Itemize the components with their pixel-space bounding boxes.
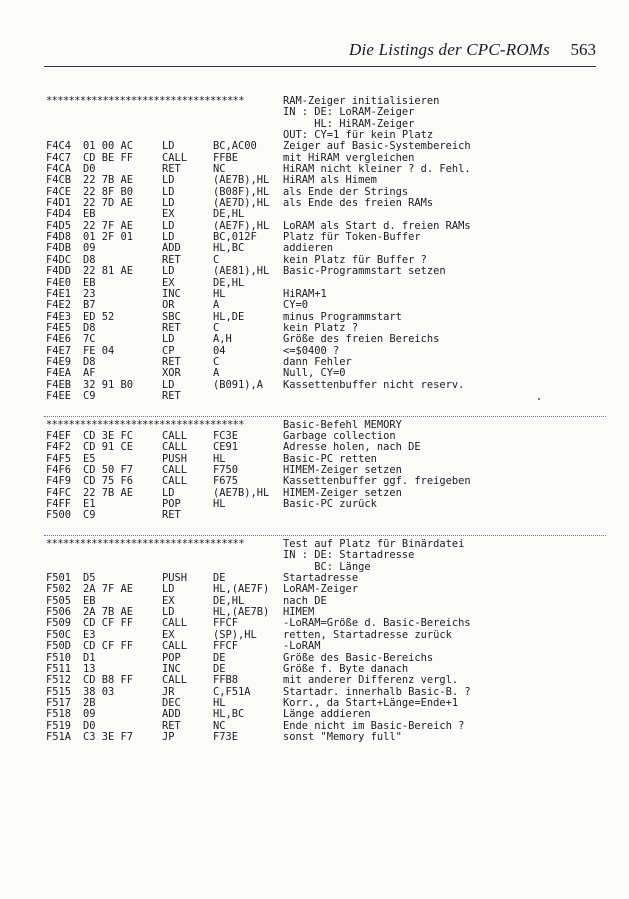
asterisk-rule: *********************************** <box>46 418 244 431</box>
operands: HL,(AE7B) <box>213 606 270 619</box>
line-comment: LoRAM als Start d. freien RAMs <box>283 219 471 232</box>
operands: DE,HL <box>213 276 245 289</box>
opcode-bytes: 2A 7B AE <box>83 606 134 619</box>
opcode-bytes: AF <box>83 367 96 380</box>
line-comment: dann Fehler <box>283 355 352 368</box>
operands: CE91 <box>213 441 239 454</box>
line-comment: Basic-PC zurück <box>283 498 377 511</box>
mnemonic: PUSH <box>162 572 188 585</box>
operands: (B091),A <box>213 378 264 391</box>
address: F4E5 <box>46 321 72 334</box>
mnemonic: POP <box>162 498 181 511</box>
opcode-bytes: ED 52 <box>83 310 115 323</box>
mnemonic: EX <box>162 276 175 289</box>
mnemonic: LD <box>162 378 175 391</box>
code-line <box>46 732 606 743</box>
mnemonic: RET <box>162 163 181 176</box>
mnemonic: LD <box>162 333 175 346</box>
operands: F675 <box>213 475 239 488</box>
mnemonic: CALL <box>162 429 188 442</box>
address: F4D1 <box>46 197 72 210</box>
operands: BC,AC00 <box>213 140 257 153</box>
asterisk-rule: *********************************** <box>46 538 244 551</box>
mnemonic: PUSH <box>162 452 188 465</box>
line-comment: Basic-PC retten <box>283 452 377 465</box>
mnemonic: LD <box>162 197 175 210</box>
opcode-bytes: CD 91 CE <box>83 441 134 454</box>
line-comment: Startadr. innerhalb Basic-B. ? <box>283 685 471 698</box>
opcode-bytes: CD CF FF <box>83 640 134 653</box>
line-comment: Korr., da Start+Länge=Ende+1 <box>283 696 459 709</box>
line-comment: retten, Startadresse zurück <box>283 628 452 641</box>
line-comment: addieren <box>283 242 334 255</box>
operands: A,H <box>213 333 232 346</box>
opcode-bytes: 22 7D AE <box>83 197 134 210</box>
line-comment: mit HiRAM vergleichen <box>283 151 415 164</box>
opcode-bytes: B7 <box>83 299 96 312</box>
address: F4C7 <box>46 151 72 164</box>
line-comment: Null, CY=0 <box>283 367 346 380</box>
address: F4E9 <box>46 355 72 368</box>
operands: F73E <box>213 730 239 743</box>
operands: (AE7B),HL <box>213 486 270 499</box>
line-comment: Größe f. Byte danach <box>283 662 409 675</box>
block-title: RAM-Zeiger initialisieren <box>283 95 440 107</box>
address: F4CA <box>46 163 72 176</box>
operands: FC3E <box>213 429 239 442</box>
line-comment: Zeiger auf Basic-Systembereich <box>283 140 471 153</box>
line-comment: Basic-Programmstart setzen <box>283 265 446 278</box>
address: F517 <box>46 696 72 709</box>
opcode-bytes: D0 <box>83 719 96 732</box>
code-line <box>46 641 606 652</box>
mnemonic: LD <box>162 231 175 244</box>
operands: HL,BC <box>213 708 245 721</box>
opcode-bytes: 22 7F AE <box>83 219 134 232</box>
line-comment: Platz für Token-Buffer <box>283 231 421 244</box>
mnemonic: CALL <box>162 151 188 164</box>
mnemonic: CALL <box>162 640 188 653</box>
address: F4F5 <box>46 452 72 465</box>
code-line <box>46 391 606 402</box>
operands: F750 <box>213 464 239 476</box>
opcode-bytes: CD 50 F7 <box>83 464 134 476</box>
opcode-bytes: 7C <box>83 333 96 346</box>
address: F4E1 <box>46 287 72 300</box>
mnemonic: SBC <box>162 310 181 323</box>
mnemonic: LD <box>162 265 175 278</box>
block-title: Basic-Befehl MEMORY <box>283 418 402 431</box>
line-comment: <=$0400 ? <box>283 344 340 357</box>
code-line <box>46 442 606 453</box>
opcode-bytes: CD B8 FF <box>83 674 134 687</box>
opcode-bytes: D1 <box>83 651 96 664</box>
operands: C <box>213 321 220 334</box>
mnemonic: OR <box>162 299 175 312</box>
block-note: OUT: CY=1 für kein Platz <box>283 129 434 142</box>
address: F4DD <box>46 265 72 278</box>
line-comment: HIMEM-Zeiger setzen <box>283 486 402 499</box>
line-comment: HiRAM als Himem <box>283 174 377 187</box>
mnemonic: JP <box>162 730 175 743</box>
address: F509 <box>46 617 72 630</box>
address: F518 <box>46 708 72 721</box>
mnemonic: LD <box>162 140 175 153</box>
opcode-bytes: 38 03 <box>83 685 115 698</box>
mnemonic: DEC <box>162 696 181 709</box>
block-note: BC: Länge <box>283 560 371 573</box>
code-line <box>46 198 606 209</box>
address: F519 <box>46 719 72 732</box>
address: F510 <box>46 651 72 664</box>
opcode-bytes: E3 <box>83 628 96 641</box>
line-comment: Kassettenbuffer nicht reserv. <box>283 378 465 391</box>
mnemonic: CALL <box>162 674 188 687</box>
mnemonic: CP <box>162 344 175 357</box>
line-comment: Garbage collection <box>283 429 396 442</box>
mnemonic: RET <box>162 389 181 402</box>
address: F4FF <box>46 498 72 511</box>
code-line <box>46 368 606 379</box>
address: F515 <box>46 685 72 698</box>
opcode-bytes: 09 <box>83 708 96 721</box>
line-comment: minus Programmstart <box>283 310 402 323</box>
mnemonic: CALL <box>162 441 188 454</box>
opcode-bytes: 23 <box>83 287 96 300</box>
code-line <box>46 510 606 521</box>
line-comment: als Ende der Strings <box>283 185 409 198</box>
mnemonic: LD <box>162 486 175 499</box>
operands: DE,HL <box>213 594 245 607</box>
operands: C <box>213 355 220 368</box>
block-gap <box>46 522 606 533</box>
line-comment: Kassettenbuffer ggf. freigeben <box>283 475 471 488</box>
address: F51A <box>46 730 72 743</box>
code-line <box>46 289 606 300</box>
mnemonic: CALL <box>162 617 188 630</box>
asterisk-rule: *********************************** <box>46 95 244 107</box>
address: F4EF <box>46 429 72 442</box>
opcode-bytes: 01 00 AC <box>83 140 134 153</box>
page-header <box>44 36 596 66</box>
mnemonic: RET <box>162 253 181 266</box>
mnemonic: RET <box>162 355 181 368</box>
mnemonic: ADD <box>162 708 181 721</box>
address: F4DC <box>46 253 72 266</box>
block-note: IN : DE: Startadresse <box>283 549 415 562</box>
line-comment: kein Platz für Buffer ? <box>283 253 427 266</box>
opcode-bytes: 22 8F B0 <box>83 185 134 198</box>
mnemonic: JR <box>162 685 175 698</box>
code-line <box>46 300 606 311</box>
operands: HL,DE <box>213 310 245 323</box>
mnemonic: EX <box>162 628 175 641</box>
opcode-bytes: CD 3E FC <box>83 429 134 442</box>
code-line <box>46 476 606 487</box>
address: F4E3 <box>46 310 72 323</box>
operands: HL <box>213 287 226 300</box>
operands: BC,012F <box>213 231 257 244</box>
address: F4D4 <box>46 208 72 221</box>
line-comment: HIMEM-Zeiger setzen <box>283 464 402 476</box>
block-note: HL: HiRAM-Zeiger <box>283 117 415 130</box>
mnemonic: INC <box>162 662 181 675</box>
address: F4D8 <box>46 231 72 244</box>
mnemonic: EX <box>162 208 175 221</box>
block-note: IN : DE: LoRAM-Zeiger <box>283 106 415 119</box>
opcode-bytes: 01 2F 01 <box>83 231 134 244</box>
mnemonic: LD <box>162 219 175 232</box>
line-comment: HiRAM nicht kleiner ? d. Fehl. <box>283 163 471 176</box>
line-comment: kein Platz ? <box>283 321 359 334</box>
opcode-bytes: EB <box>83 276 96 289</box>
mnemonic: LD <box>162 185 175 198</box>
opcode-bytes: C9 <box>83 509 96 522</box>
opcode-bytes: C9 <box>83 389 96 402</box>
mnemonic: INC <box>162 287 181 300</box>
address: F4E6 <box>46 333 72 346</box>
line-comment: Größe des freien Bereichs <box>283 333 440 346</box>
line-comment: nach DE <box>283 594 327 607</box>
mnemonic: RET <box>162 321 181 334</box>
line-comment: sonst "Memory full" <box>283 730 402 743</box>
address: F511 <box>46 662 72 675</box>
operands: FFCF <box>213 617 239 630</box>
operands: HL,BC <box>213 242 245 255</box>
operands: DE <box>213 572 226 585</box>
address: F4EE <box>46 389 72 402</box>
operands: FFBE <box>213 151 239 164</box>
opcode-bytes: 09 <box>83 242 96 255</box>
code-line <box>46 380 606 391</box>
mnemonic: EX <box>162 594 175 607</box>
line-comment: Größe des Basic-Bereichs <box>283 651 434 664</box>
address: F4EA <box>46 367 72 380</box>
address: F4F6 <box>46 464 72 476</box>
address: F512 <box>46 674 72 687</box>
opcode-bytes: E5 <box>83 452 96 465</box>
code-line <box>46 499 606 510</box>
operands: C <box>213 253 220 266</box>
operands: HL <box>213 696 226 709</box>
opcode-bytes: 22 81 AE <box>83 265 134 278</box>
operands: (SP),HL <box>213 628 257 641</box>
operands: NC <box>213 719 226 732</box>
address: F4DB <box>46 242 72 255</box>
address: F4F2 <box>46 441 72 454</box>
address: F4D5 <box>46 219 72 232</box>
code-line <box>46 266 606 277</box>
line-comment: Startadresse <box>283 572 359 585</box>
opcode-bytes: D8 <box>83 253 96 266</box>
opcode-bytes: D8 <box>83 321 96 334</box>
opcode-bytes: EB <box>83 594 96 607</box>
code-line <box>46 675 606 686</box>
operands: (B08F),HL <box>213 185 270 198</box>
operands: HL,(AE7F) <box>213 583 270 596</box>
operands: NC <box>213 163 226 176</box>
opcode-bytes: CD BE FF <box>83 151 134 164</box>
operands: (AE7D),HL <box>213 197 270 210</box>
operands: C,F51A <box>213 685 251 698</box>
line-comment: Ende nicht im Basic-Bereich ? <box>283 719 465 732</box>
mnemonic: RET <box>162 509 181 522</box>
mnemonic: CALL <box>162 464 188 476</box>
address: F4FC <box>46 486 72 499</box>
opcode-bytes: 2B <box>83 696 96 709</box>
block-gap <box>46 402 606 413</box>
operands: A <box>213 367 220 380</box>
mnemonic: POP <box>162 651 181 664</box>
line-comment: Länge addieren <box>283 708 371 721</box>
address: F500 <box>46 509 72 522</box>
address: F4C4 <box>46 140 72 153</box>
address: F4E7 <box>46 344 72 357</box>
mnemonic: LD <box>162 174 175 187</box>
header-rule <box>44 66 596 67</box>
operands: HL <box>213 452 226 465</box>
opcode-bytes: FE 04 <box>83 344 115 357</box>
address: F4E0 <box>46 276 72 289</box>
operands: FFB8 <box>213 674 239 687</box>
opcode-bytes: D8 <box>83 355 96 368</box>
page-number: 563 <box>570 40 596 59</box>
address: F50D <box>46 640 72 653</box>
address: F4EB <box>46 378 72 391</box>
line-comment: mit anderer Differenz vergl. <box>283 674 459 687</box>
address: F501 <box>46 572 72 585</box>
address: F4F9 <box>46 475 72 488</box>
code-line <box>46 334 606 345</box>
opcode-bytes: 22 7B AE <box>83 174 134 187</box>
line-comment: CY=0 <box>283 299 309 312</box>
code-line <box>46 709 606 720</box>
line-comment: HIMEM <box>283 606 315 619</box>
running-title: Die Listings der CPC-ROMs <box>349 40 550 59</box>
address: F4CE <box>46 185 72 198</box>
opcode-bytes: 2A 7F AE <box>83 583 134 596</box>
operands: 04 <box>213 344 226 357</box>
mnemonic: RET <box>162 719 181 732</box>
operands: DE <box>213 662 226 675</box>
operands: (AE7B),HL <box>213 174 270 187</box>
mnemonic: XOR <box>162 367 181 380</box>
operands: DE,HL <box>213 208 245 221</box>
address: F50C <box>46 628 72 641</box>
line-comment: -LoRAM <box>283 640 321 653</box>
operands: DE <box>213 651 226 664</box>
line-comment: Adresse holen, nach DE <box>283 441 421 454</box>
opcode-bytes: 32 91 B0 <box>83 378 134 391</box>
opcode-bytes: C3 3E F7 <box>83 730 134 743</box>
line-comment: LoRAM-Zeiger <box>283 583 359 596</box>
line-comment: HiRAM+1 <box>283 287 327 300</box>
address: F506 <box>46 606 72 619</box>
block-title: Test auf Platz für Binärdatei <box>283 538 465 551</box>
address: F505 <box>46 594 72 607</box>
block-note-row <box>46 107 606 118</box>
operands: A <box>213 299 220 312</box>
opcode-bytes: D0 <box>83 163 96 176</box>
operands: FFCF <box>213 640 239 653</box>
opcode-bytes: E1 <box>83 498 96 511</box>
address: F502 <box>46 583 72 596</box>
opcode-bytes: 13 <box>83 662 96 675</box>
address: F4CB <box>46 174 72 187</box>
mnemonic: ADD <box>162 242 181 255</box>
operands: HL <box>213 498 226 511</box>
mnemonic: LD <box>162 606 175 619</box>
line-comment: als Ende des freien RAMs <box>283 197 434 210</box>
operands: (AE7F),HL <box>213 219 270 232</box>
mnemonic: CALL <box>162 475 188 488</box>
assembly-listing <box>46 96 606 743</box>
opcode-bytes: D5 <box>83 572 96 585</box>
opcode-bytes: 22 7B AE <box>83 486 134 499</box>
operands: (AE81),HL <box>213 265 270 278</box>
line-comment: -LoRAM=Größe d. Basic-Bereichs <box>283 617 471 630</box>
opcode-bytes: EB <box>83 208 96 221</box>
opcode-bytes: CD CF FF <box>83 617 134 630</box>
opcode-bytes: CD 75 F6 <box>83 475 134 488</box>
mnemonic: LD <box>162 583 175 596</box>
address: F4E2 <box>46 299 72 312</box>
